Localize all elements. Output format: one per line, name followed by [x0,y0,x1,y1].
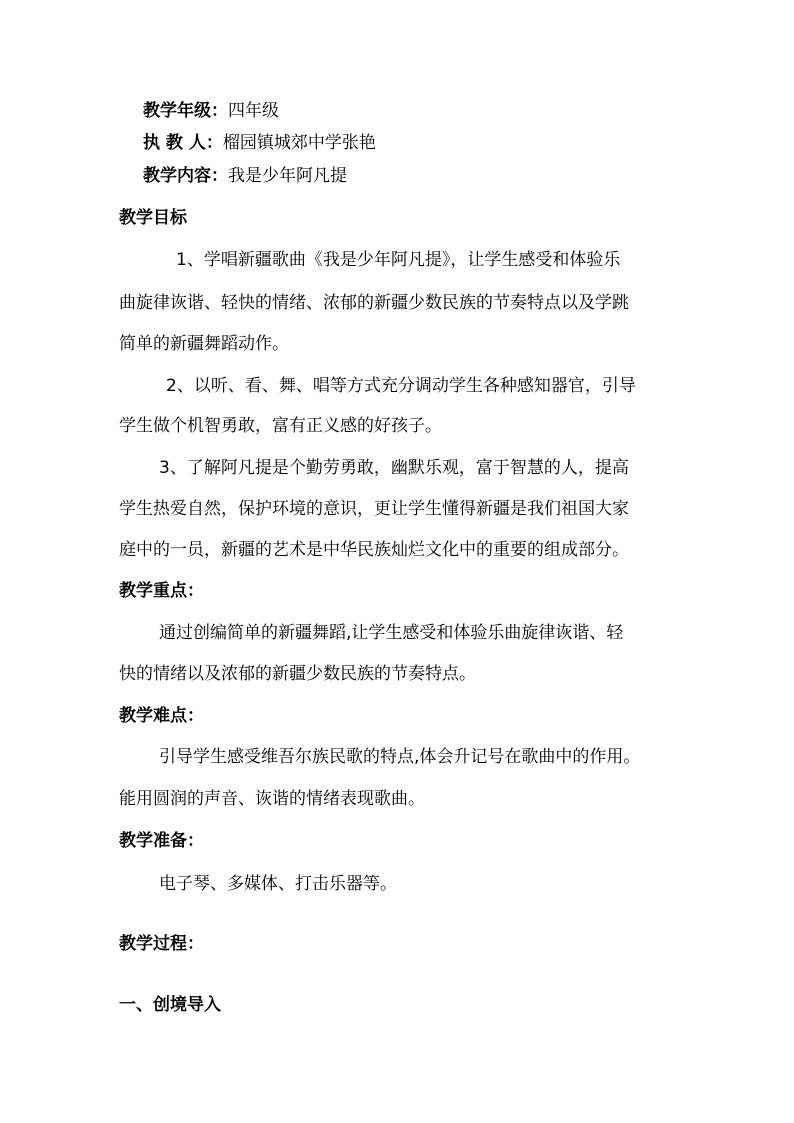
preparation-line-1: 电子琴、多媒体、打击乐器等。 [159,874,397,894]
content-row [143,165,347,187]
goal-1-line-2: 曲旋律诙谐、轻快的情绪、浓郁的新疆少数民族的节奏特点以及学跳 [119,293,629,313]
teacher-label: 执 教 人： [143,133,223,153]
goal-3-line-1: 3、了解阿凡提是个勤劳勇敢，幽默乐观，富于智慧的人，提高 [159,458,629,478]
teacher-value: 榴园镇城郊中学张艳 [222,133,376,153]
goal-3-line-2: 学生热爱自然，保护环境的意识，更让学生懂得新疆是我们祖国大家 [119,499,629,519]
section-1-heading: 一、创境导入 [119,995,221,1015]
difficulty-line-1: 引导学生感受维吾尔族民歌的特点,体会升记号在歌曲中的作用。 [159,747,641,767]
focus-heading: 教学重点： [119,581,204,601]
difficulty-line-2: 能用圆润的声音、诙谐的情绪表现歌曲。 [119,789,425,809]
teacher-row [143,132,376,154]
goal-1-line-1: 1、学唱新疆歌曲《我是少年阿凡提》，让学生感受和体验乐 [176,250,621,270]
process-heading: 教学过程： [119,934,204,954]
goal-1-line-3: 简单的新疆舞蹈动作。 [119,334,289,354]
goal-2-line-1: 2、以听、看、舞、唱等方式充分调动学生各种感知器官，引导 [166,376,636,396]
difficulty-heading: 教学难点： [119,706,204,726]
grade-row [143,100,279,122]
grade-value: 四年级 [228,101,279,121]
grade-label: 教学年级： [143,101,228,121]
content-label: 教学内容： [143,166,228,186]
goal-2-line-2: 学生做个机智勇敢，富有正义感的好孩子。 [119,416,442,436]
focus-line-1: 通过创编简单的新疆舞蹈,让学生感受和体验乐曲旋律诙谐、轻 [159,623,624,643]
focus-line-2: 快的情绪以及浓郁的新疆少数民族的节奏特点。 [119,664,476,684]
goals-heading: 教学目标 [119,208,187,228]
goal-3-line-3: 庭中的一员，新疆的艺术是中华民族灿烂文化中的重要的组成部分。 [119,540,629,560]
preparation-heading: 教学准备： [119,831,204,851]
content-value: 我是少年阿凡提 [228,166,347,186]
